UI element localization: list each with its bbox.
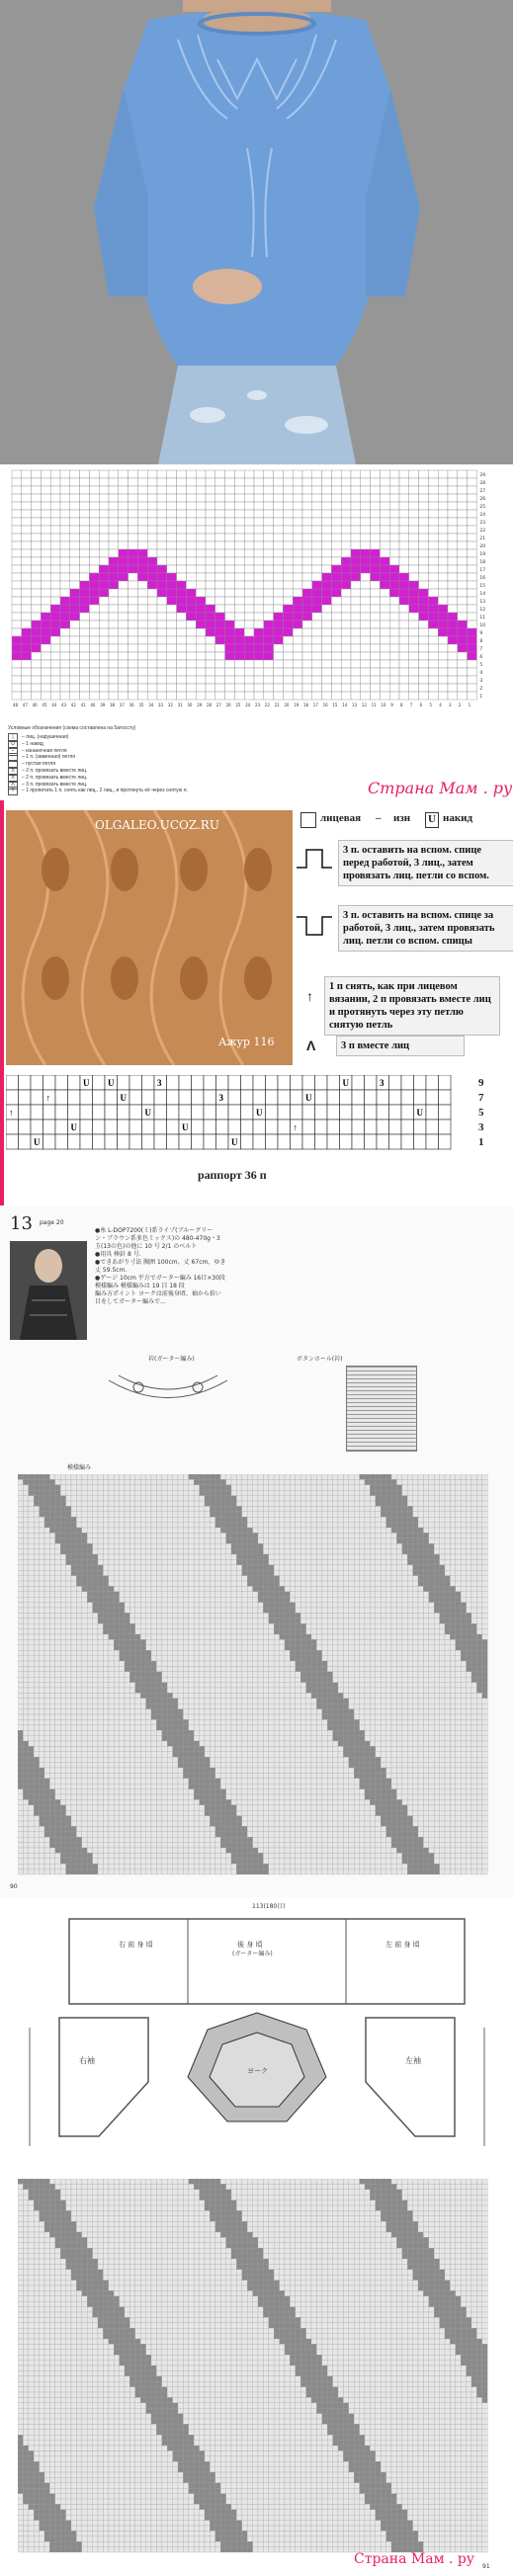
desc-cable-back: 3 п. оставить на вспом. спице за работой, 3 лиц., затем провязать лиц. петли со вспом. спицы	[338, 905, 513, 952]
legend-label: – 2 п. провязать вместе лиц.	[22, 768, 88, 774]
legend-label: – 2 п. провязать вместе лиц.	[22, 774, 88, 781]
col-number: 13	[352, 703, 358, 707]
legend-yo-sym: U	[425, 812, 439, 828]
col-number: 11	[371, 703, 377, 707]
col-number: 21	[274, 703, 280, 707]
japanese-pattern-page-1	[0, 1205, 513, 1897]
chart-symbol: 3	[157, 1078, 162, 1088]
collar-label: 衿(ガーター編み)	[148, 1356, 195, 1363]
yoke-label: ヨーク	[247, 2067, 268, 2075]
legend-label: – пустая петля	[22, 761, 56, 768]
repeat-label: раппорт 36 п	[198, 1168, 267, 1182]
row-number: 24	[479, 513, 486, 518]
chart-symbol: 3	[218, 1093, 223, 1103]
right-front-label: 右 前 身 頃	[119, 1941, 153, 1949]
row-number: 8	[479, 639, 483, 644]
legend-knit: лицевая	[320, 812, 362, 824]
skp-symbol-icon: ↑	[306, 988, 313, 1004]
legend-title: Условные обозначения (схема составлена на 5атоссту)	[8, 725, 136, 731]
col-number: 16	[322, 703, 328, 707]
row-number: 17	[479, 568, 486, 573]
swatch-chart-grid	[6, 1075, 470, 1164]
left-front-label: 左 前 身 頃	[385, 1941, 420, 1949]
col-number: 47	[22, 703, 28, 707]
top-dimension: 113(180目)	[252, 1903, 286, 1910]
col-number: 19	[294, 703, 299, 707]
row-number: 12	[479, 608, 486, 613]
col-number: 10	[381, 703, 386, 707]
chart-symbol: U	[144, 1108, 151, 1118]
lace-chart-grid	[0, 464, 513, 721]
row-number: 5	[479, 663, 483, 668]
col-number: 4	[439, 703, 442, 707]
row-number: 7	[478, 1092, 484, 1104]
row-number: 21	[479, 537, 486, 541]
swatch-panel	[0, 800, 513, 1205]
row-number: 28	[479, 481, 486, 486]
row-number: 9	[479, 631, 483, 636]
col-number: 22	[264, 703, 270, 707]
col-number: 28	[207, 703, 213, 707]
legend-symbol-icon: U	[8, 740, 18, 749]
legend-symbol-icon: Y	[8, 787, 18, 795]
chart-symbol: ↑	[9, 1108, 14, 1118]
row-number: 26	[479, 497, 486, 502]
col-number: 32	[167, 703, 173, 707]
chart-symbol: U	[120, 1093, 127, 1103]
row-number: 23	[479, 521, 486, 526]
page-number-left: 90	[10, 1883, 18, 1890]
row-number: 10	[479, 623, 486, 628]
col-number: 6	[419, 703, 423, 707]
chart-symbol: U	[305, 1093, 312, 1103]
chart-symbol: U	[416, 1108, 423, 1118]
col-number: 1	[468, 703, 471, 707]
legend-label: – лиц. (нарушенная)	[22, 734, 69, 740]
legend-symbol-icon: X	[8, 774, 18, 783]
col-number: 42	[70, 703, 76, 707]
sweater-photo	[0, 0, 513, 464]
col-number: 31	[177, 703, 183, 707]
col-number: 35	[138, 703, 144, 707]
legend-label: – 1 пропитать 1 п. снять как лиц., 2 лиц., и протянуть её через снятую п.	[22, 788, 188, 794]
col-number: 8	[400, 703, 403, 707]
row-number: 6	[479, 655, 483, 660]
row-number: 14	[479, 592, 486, 597]
swatch-name: Ажур 116	[218, 1036, 275, 1048]
legend-label: – изнаночная петля	[22, 747, 67, 754]
row-number: 22	[479, 529, 486, 534]
instruction-line: 玉(13の色)の他に 10 号 2/1 のベルト	[95, 1243, 198, 1250]
buttonhole-label: ボタンホール(衿)	[297, 1356, 343, 1363]
col-number: 43	[61, 703, 67, 707]
row-number: 20	[479, 544, 486, 549]
pattern-number: 13	[10, 1213, 33, 1234]
col-number: 20	[284, 703, 290, 707]
row-number: 1	[479, 695, 483, 700]
back-label: 後 身 頃	[237, 1941, 263, 1949]
col-number: 39	[100, 703, 106, 707]
row-number: 4	[479, 671, 483, 676]
row-number: 11	[479, 616, 486, 621]
row-number: 3	[478, 1122, 484, 1133]
left-accent-bar	[0, 800, 4, 1205]
legend-label: – 1 накид	[22, 740, 43, 747]
col-number: 30	[187, 703, 193, 707]
legend-yo: накид	[443, 812, 473, 824]
model-photo	[10, 1241, 87, 1340]
col-number: 34	[148, 703, 154, 707]
lace-chart-panel	[0, 464, 513, 800]
col-number: 15	[332, 703, 338, 707]
col-number: 5	[429, 703, 432, 707]
col-number: 9	[390, 703, 393, 707]
page-number-right: 91	[482, 2563, 490, 2570]
chart-symbol: U	[108, 1078, 115, 1088]
row-number: 3	[479, 679, 483, 684]
col-number: 36	[128, 703, 134, 707]
col-number: 23	[255, 703, 261, 707]
chart-symbol: U	[231, 1137, 238, 1147]
back-garter-label: (ガーター編み)	[232, 1951, 273, 1957]
instruction-line: ン・ブラウン系多色ミックス)の 480-470g・3	[95, 1235, 220, 1242]
col-number: 27	[215, 703, 221, 707]
collar-diagram	[99, 1366, 237, 1420]
row-number: 2	[479, 687, 483, 692]
chart-symbol: 3	[380, 1078, 385, 1088]
watermark: Страна Мам . ру	[368, 779, 513, 797]
instruction-line: ●できあがり寸法 胸囲 100cm、丈 67cm、ゆき	[95, 1259, 226, 1266]
col-number: 2	[458, 703, 462, 707]
col-number: 29	[197, 703, 203, 707]
col-number: 14	[342, 703, 348, 707]
row-number: 29	[479, 473, 486, 478]
japanese-lace-chart-2	[18, 2179, 490, 2554]
japanese-lace-chart-1	[18, 1474, 490, 1879]
col-number: 26	[225, 703, 231, 707]
col-number: 41	[80, 703, 86, 707]
legend-symbol-icon: Λ	[8, 781, 18, 789]
desc-skp: 1 п снять, как при лицевом вязании, 2 п провязать вместе лиц и протянуть через эту петлю снятую петль	[324, 976, 500, 1036]
cable-right-icon	[295, 844, 334, 873]
chart-symbol: ↑	[45, 1093, 50, 1103]
col-number: 38	[110, 703, 116, 707]
col-number: 17	[312, 703, 318, 707]
instruction-line: 編み方ポイント ヨークは前後身頃、袖から拾い	[95, 1290, 221, 1297]
instruction-line: 模様編み 模様編みは 19 目 18 段	[95, 1283, 185, 1289]
legend-symbol-icon: ·	[8, 753, 18, 762]
legend-symbol-icon: |	[8, 733, 18, 742]
instruction-line: 丈 59.5cm.	[95, 1267, 128, 1274]
cable-left-icon	[295, 911, 334, 941]
k3tog-symbol-icon: Λ	[306, 1038, 316, 1053]
left-sleeve-label: 左袖	[405, 2056, 421, 2065]
col-number: 24	[245, 703, 251, 707]
row-number: 1	[478, 1136, 484, 1148]
row-number: 16	[479, 576, 486, 581]
col-number: 40	[90, 703, 96, 707]
row-number: 19	[479, 552, 486, 557]
row-number: 9	[478, 1077, 484, 1089]
row-number: 27	[479, 489, 486, 494]
row-number: 18	[479, 560, 486, 565]
col-number: 46	[32, 703, 38, 707]
desc-cable-front: 3 п. оставить на вспом. спице перед работой, 3 лиц., затем провязать лиц. петли со вспом.	[338, 840, 513, 886]
legend-purl: изн	[393, 812, 411, 824]
col-number: 7	[409, 703, 413, 707]
instruction-line: ●ゲージ 10cm 平方でガーター編み 16目×30段	[95, 1275, 225, 1282]
watermark-bottom: Страна Мам . ру	[354, 2551, 475, 2567]
sweater-illustration	[0, 0, 513, 464]
desc-k3tog: 3 п вместе лиц	[336, 1036, 465, 1056]
col-number: 45	[42, 703, 47, 707]
chart-symbol: U	[256, 1108, 263, 1118]
pattern-label: 模様編み	[67, 1464, 92, 1471]
col-number: 48	[13, 703, 19, 707]
col-number: 12	[361, 703, 367, 707]
row-number: 5	[478, 1107, 484, 1119]
chart-symbol: U	[70, 1122, 77, 1132]
site-label: OLGALEO.UCOZ.RU	[95, 818, 219, 832]
instruction-line: ●糸 L-DOP7200(ミ)系ライプ(ブルーグリー	[95, 1227, 214, 1234]
knit-symbol-box	[300, 812, 316, 828]
buttonhole-chart	[346, 1366, 417, 1452]
japanese-pattern-page-2	[0, 1897, 513, 2576]
right-sleeve-label: 右袖	[79, 2056, 95, 2065]
legend-symbol-icon: –	[8, 747, 18, 756]
legend-label: – 1 п. (заменная) петля	[22, 754, 75, 761]
col-number: 25	[235, 703, 241, 707]
legend-purl-sym: –	[376, 812, 382, 824]
instruction-line: ●用具 棒針 8 号.	[95, 1251, 141, 1258]
row-number: 13	[479, 600, 486, 605]
page-ref: page 20	[40, 1219, 64, 1226]
col-number: 33	[158, 703, 164, 707]
row-number: 7	[479, 647, 483, 652]
legend-label: – 3 п. провязать вместе лиц.	[22, 781, 88, 788]
chart-symbol: ↑	[293, 1122, 298, 1132]
legend-item	[8, 787, 188, 795]
row-number: 25	[479, 505, 486, 510]
col-number: 37	[119, 703, 125, 707]
col-number: 44	[51, 703, 57, 707]
swatch-photo	[6, 810, 293, 1065]
col-number: 18	[303, 703, 309, 707]
chart-symbol: U	[182, 1122, 189, 1132]
chart-symbol: U	[34, 1137, 41, 1147]
chart-symbol: U	[342, 1078, 349, 1088]
chart-symbol: U	[83, 1078, 90, 1088]
legend-symbol-icon: X	[8, 767, 18, 776]
instruction-line: 目をしてガーター編みで...	[95, 1298, 166, 1305]
row-number: 15	[479, 584, 486, 589]
col-number: 3	[449, 703, 452, 707]
pattern-instructions	[95, 1227, 490, 1306]
